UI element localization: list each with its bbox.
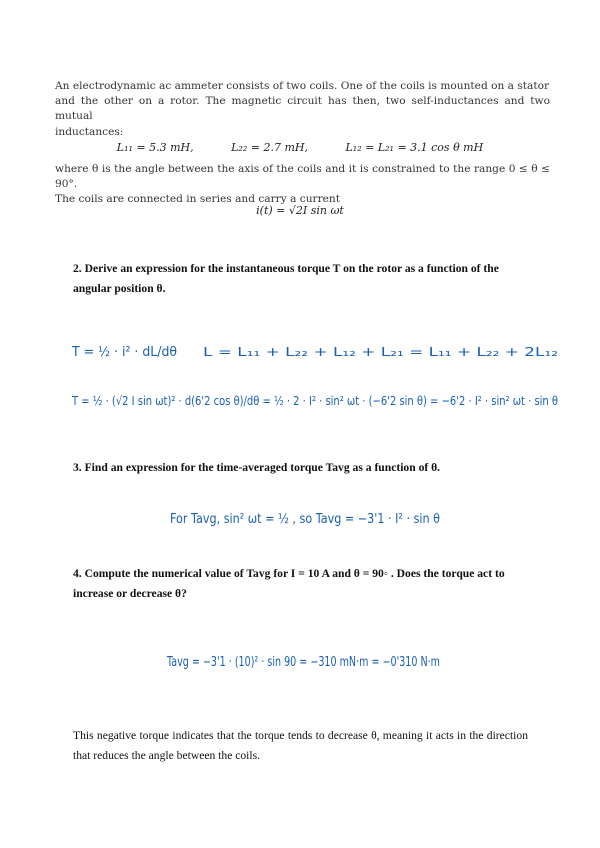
l22-formula: L₂₂ = 2.7 mH, bbox=[231, 141, 308, 154]
average-torque-expression: For Tavg, sin² ωt = ½ , so Tavg = −3'1 · I² · sin θ bbox=[170, 512, 441, 527]
intro-line-1: An electrodynamic ac ammeter consists of two coils. One of the coils is mounted on a stator bbox=[55, 80, 550, 92]
average-torque-numeric: Tavg = −3'1 · (10)² · sin 90 = −310 mN·m = −0'310 N·m bbox=[166, 655, 440, 670]
question-3: 3. Find an expression for the time-averaged torque Tavg as a function of θ. bbox=[73, 461, 441, 474]
torque-expanded: T = ½ · (√2 I sin ωt)² · d(6'2 cos θ)/dθ = ½ · 2 · I² · sin² ωt · (−6'2 sin θ) = −6'2 · I² · sin² ωt · sin θ bbox=[71, 393, 558, 408]
inductance-sum: L = L₁₁ + L₂₂ + L₁₂ + L₂₁ = L₁₁ + L₂₂ + 2L₁₂ bbox=[203, 344, 558, 359]
intro-line-2: and the other on a rotor. The magnetic circuit has then, two self-inductances and two mutual bbox=[55, 95, 550, 123]
intro-line-4: where θ is the angle between the axis of the coils and it is constrained to the range 0 ≤ θ ≤ 90°. bbox=[55, 163, 550, 191]
question-2: 2. Derive an expression for the instantaneous torque T on the rotor as a function of the angular position θ. bbox=[73, 262, 499, 295]
torque-definition: T = ½ · i² · dL/dθ bbox=[71, 344, 177, 360]
current-formula: i(t) = √2I sin ωt bbox=[256, 204, 344, 217]
l12-formula: L₁₂ = L₂₁ = 3.1 cos θ mH bbox=[345, 141, 484, 154]
answer-4-text: This negative torque indicates that the torque tends to decrease θ, meaning it acts in the direction that reduces the angle between the coils. bbox=[73, 729, 528, 762]
question-4: 4. Compute the numerical value of Tavg for I = 10 A and θ = 90◦ . Does the torque act to increase or decrease θ? bbox=[73, 567, 505, 600]
intro-line-5: The coils are connected in series and carry a current bbox=[55, 193, 341, 206]
intro-line-3: inductances: bbox=[55, 125, 124, 138]
l11-formula: L₁₁ = 5.3 mH, bbox=[116, 141, 194, 154]
